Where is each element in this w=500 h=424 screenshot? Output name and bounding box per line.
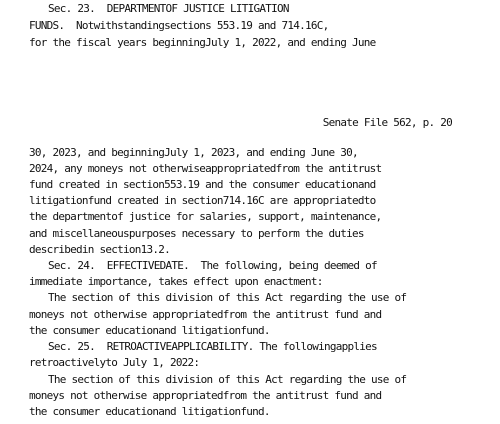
text-line: the consumer educationand litigationfund. — [29, 405, 270, 418]
text-line: the departmentof justice for salaries, support, maintenance, — [29, 210, 382, 223]
text-line: fund created in section553.19 and the consumer educationand — [29, 178, 376, 191]
text-line: moneys not otherwise appropriatedfrom the antitrust fund and — [29, 308, 382, 321]
text-line: for the fiscal years beginningJuly 1, 2022, and ending June — [29, 36, 376, 49]
text-line: The section of this division of this Act regarding the use of — [48, 373, 407, 386]
section-25-heading: Sec. 25. RETROACTIVEAPPLICABILITY. The followingapplies — [48, 340, 377, 353]
text-line: and miscellaneouspurposes necessary to perform the duties — [29, 227, 364, 240]
text-line: retroactivelyto July 1, 2022: — [29, 356, 200, 369]
section-23-heading: Sec. 23. DEPARTMENTOF JUSTICE LITIGATION — [48, 2, 289, 15]
text-line: immediate importance, takes effect upon enactment: — [29, 275, 323, 288]
text-line: describedin section13.2. — [29, 243, 170, 256]
text-line: the consumer educationand litigationfund. — [29, 324, 270, 337]
section-24-heading: Sec. 24. EFFECTIVEDATE. The following, being deemed of — [48, 259, 377, 272]
text-line: The section of this division of this Act regarding the use of — [48, 291, 407, 304]
text-line: 30, 2023, and beginningJuly 1, 2023, and ending June 30, — [29, 146, 358, 159]
page-header: Senate File 562, p. 20 — [322, 116, 452, 129]
text-line: FUNDS. Notwithstandingsections 553.19 and 714.16C, — [29, 19, 329, 32]
text-line: litigationfund created in section714.16C are appropriatedto — [29, 194, 376, 207]
text-line: moneys not otherwise appropriatedfrom the antitrust fund and — [29, 389, 382, 402]
text-line: 2024, any moneys not otherwiseappropriatedfrom the antitrust — [29, 162, 382, 175]
